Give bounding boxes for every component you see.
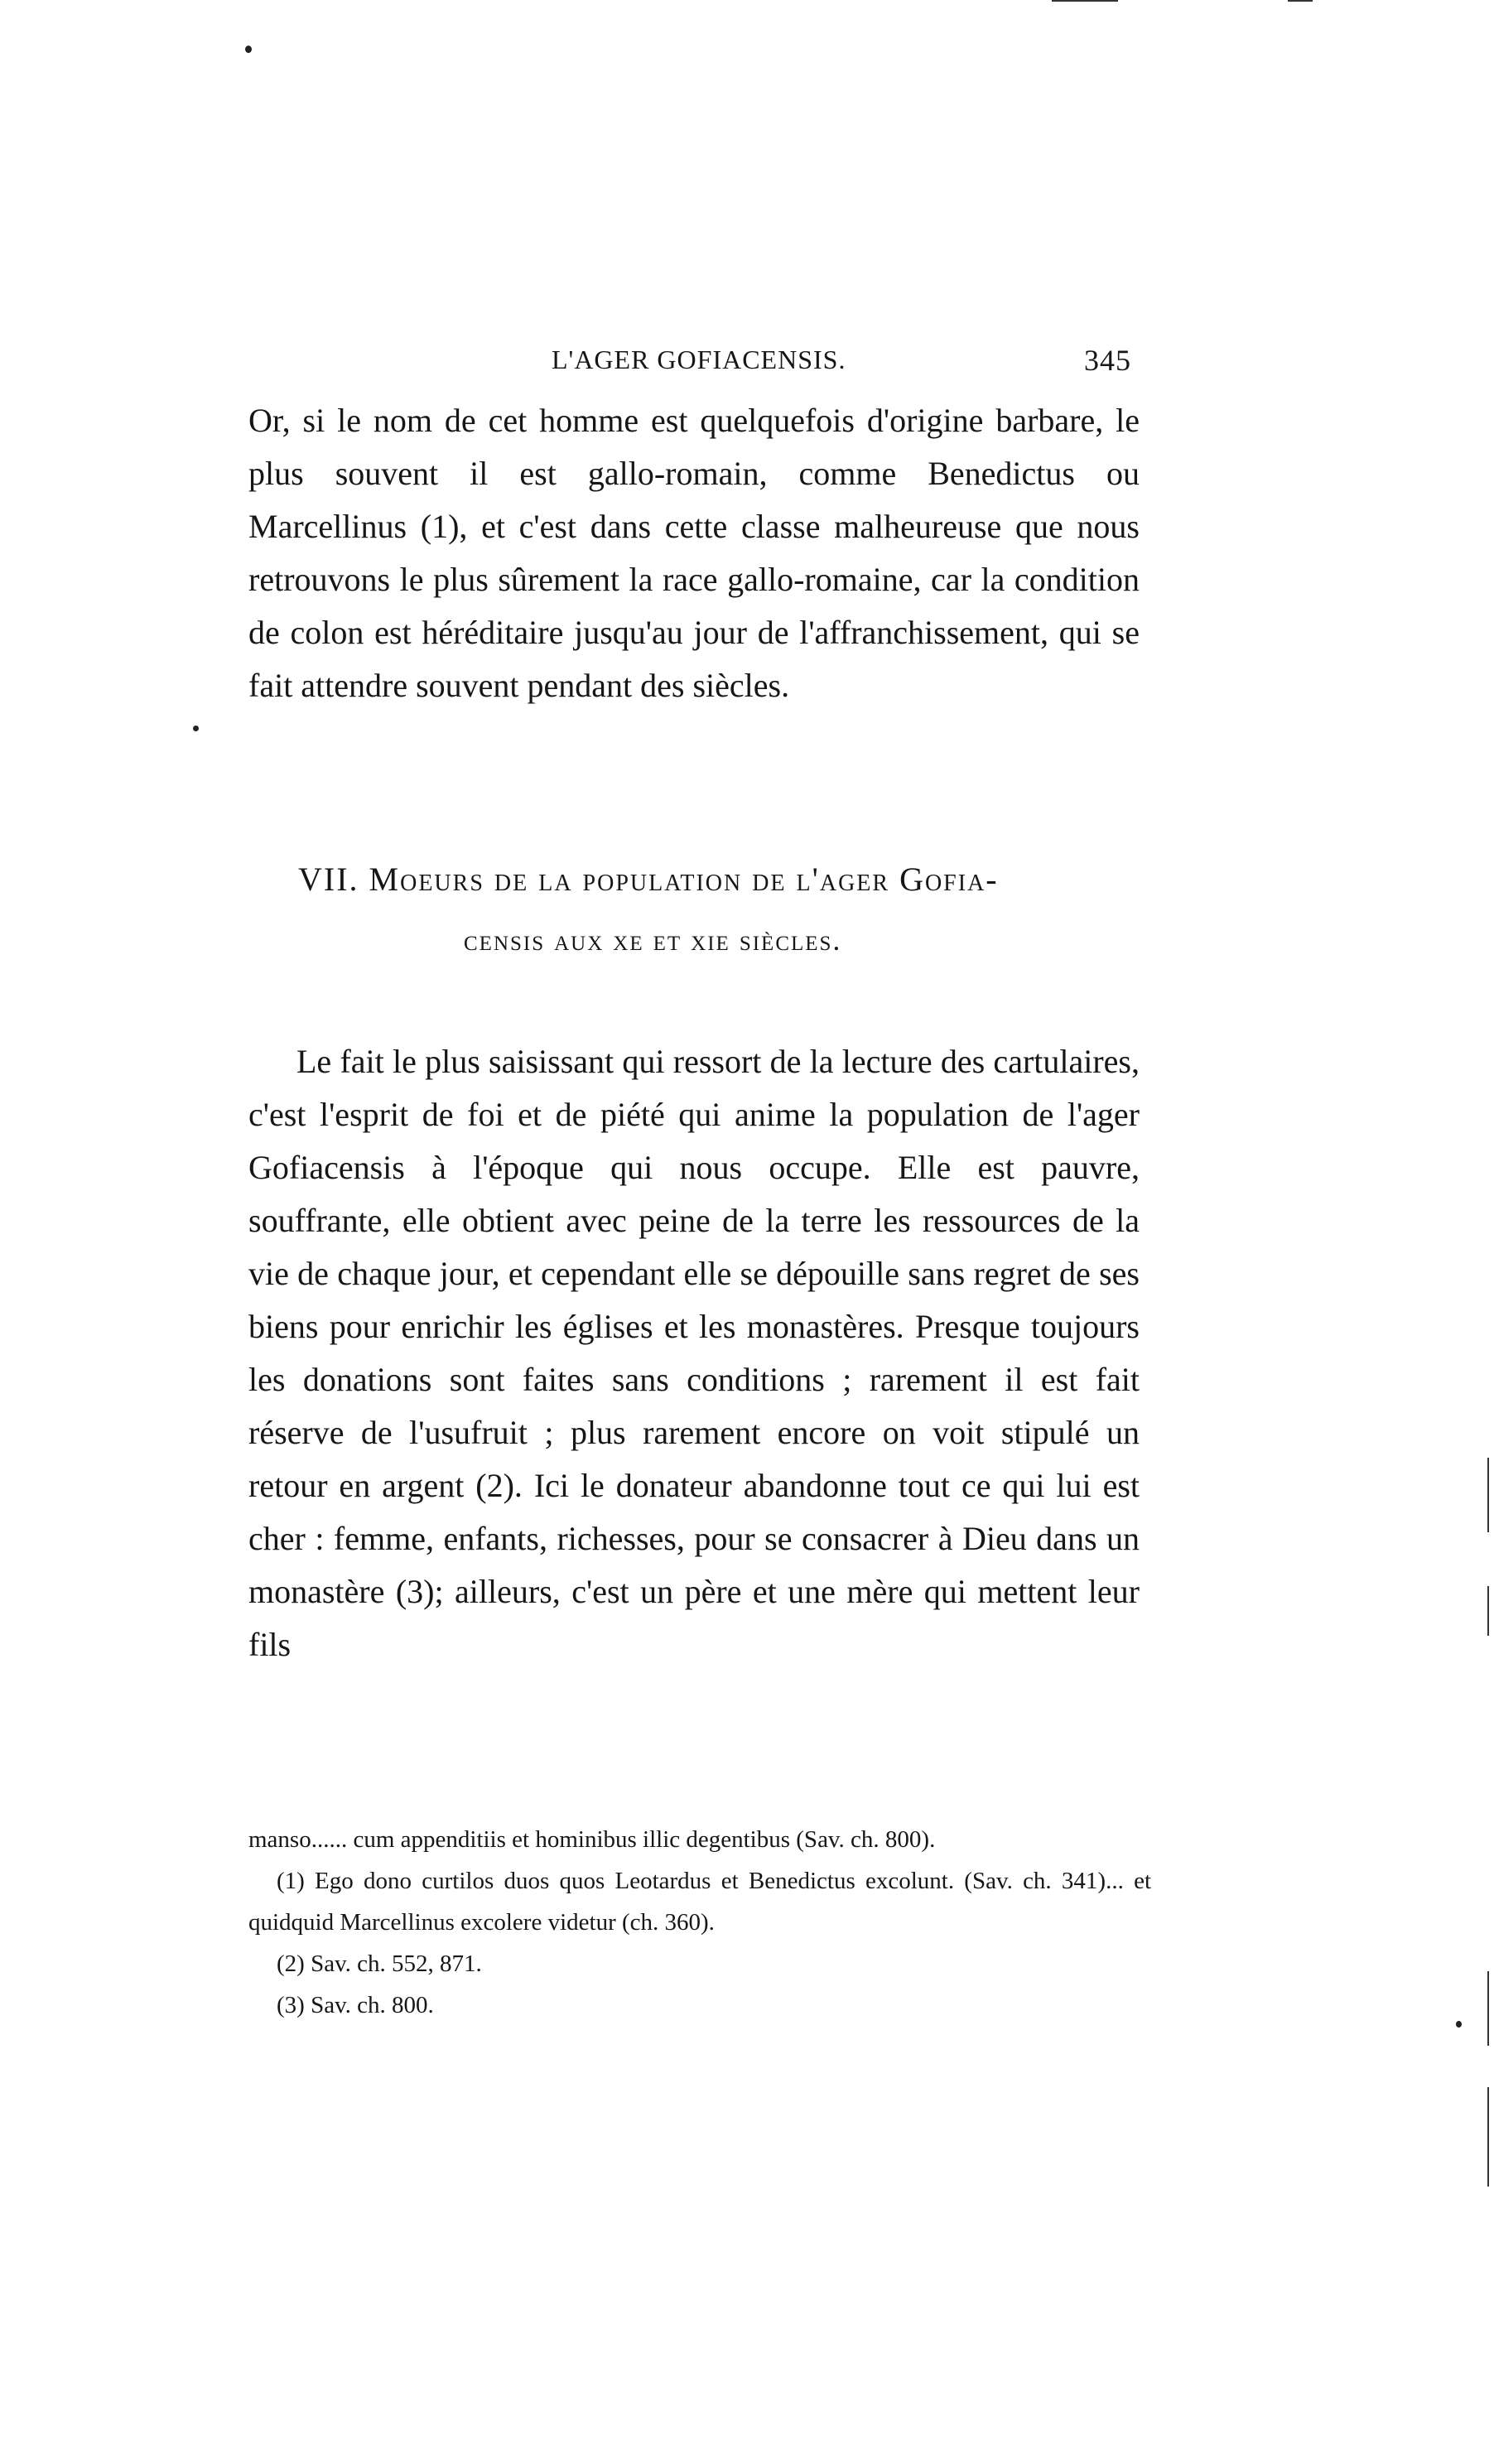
paragraph-1: Or, si le nom de cet homme est quelquefois d'origine barbare, le plus souvent il est gallo-romain, comme Benedictus ou Marcellinus (1), et c'est dans cette classe malheureuse que nous retrouvons le plus sûrement la race gallo-romaine, car la condition de colon est héréditaire jusqu'au jour de l'affranchissement, qui se fait attendre souvent pendant des siècles. (248, 402, 1140, 704)
page-number: 345 (1084, 344, 1131, 377)
scan-edge-mark (1052, 0, 1118, 2)
section-heading-line-2: censis aux xe et xie siècles. (464, 923, 842, 957)
scan-speck (1456, 2021, 1462, 2028)
running-header (248, 338, 1131, 388)
scan-edge-mark (1487, 2087, 1489, 2187)
running-title: L'AGER GOFIACENSIS. (552, 345, 846, 374)
section-heading-line-1: VII. Moeurs de la population de l'ager Gofia- (298, 861, 999, 898)
scan-speck (193, 726, 199, 731)
footnote-3: (3) Sav. ch. 800. (277, 1992, 434, 2018)
scan-edge-mark (1288, 0, 1313, 2)
footnote-1: (1) Ego dono curtilos duos quos Leotardus et Benedictus excolunt. (Sav. ch. 341)... et quidquid Marcellinus excolere videtur (ch. 360). (248, 1868, 1151, 1936)
footnote-2: (2) Sav. ch. 552, 871. (277, 1950, 482, 1977)
scan-edge-mark (1487, 1971, 1489, 2046)
scan-edge-mark (1487, 1586, 1489, 1636)
footnotes (248, 1819, 1151, 2026)
footnote-continued: manso...... cum appenditiis et hominibus illic degentibus (Sav. ch. 800). (248, 1826, 936, 1853)
scan-edge-mark (1487, 1458, 1489, 1532)
paragraph-2: Le fait le plus saisissant qui ressort de la lecture des cartulaires, c'est l'esprit de foi et de piété qui anime la population de l'ager Gofiacensis à l'époque qui nous occupe. Elle est pauvre, souffrante, elle obtient avec peine de la terre les ressources de la vie de chaque jour, et cependant elle se dépouille sans regret de ses biens pour enrichir les églises et les monastères. Presque toujours les donations sont faites sans conditions ; rarement il est fait réserve de l'usufruit ; plus rarement encore on voit stipulé un retour en argent (2). Ici le donateur abandonne tout ce qui lui est cher : femme, enfants, richesses, pour se consacrer à Dieu dans un monastère (3); ailleurs, c'est un père et une mère qui mettent leur fils (248, 1043, 1140, 1663)
scan-speck (245, 46, 252, 53)
